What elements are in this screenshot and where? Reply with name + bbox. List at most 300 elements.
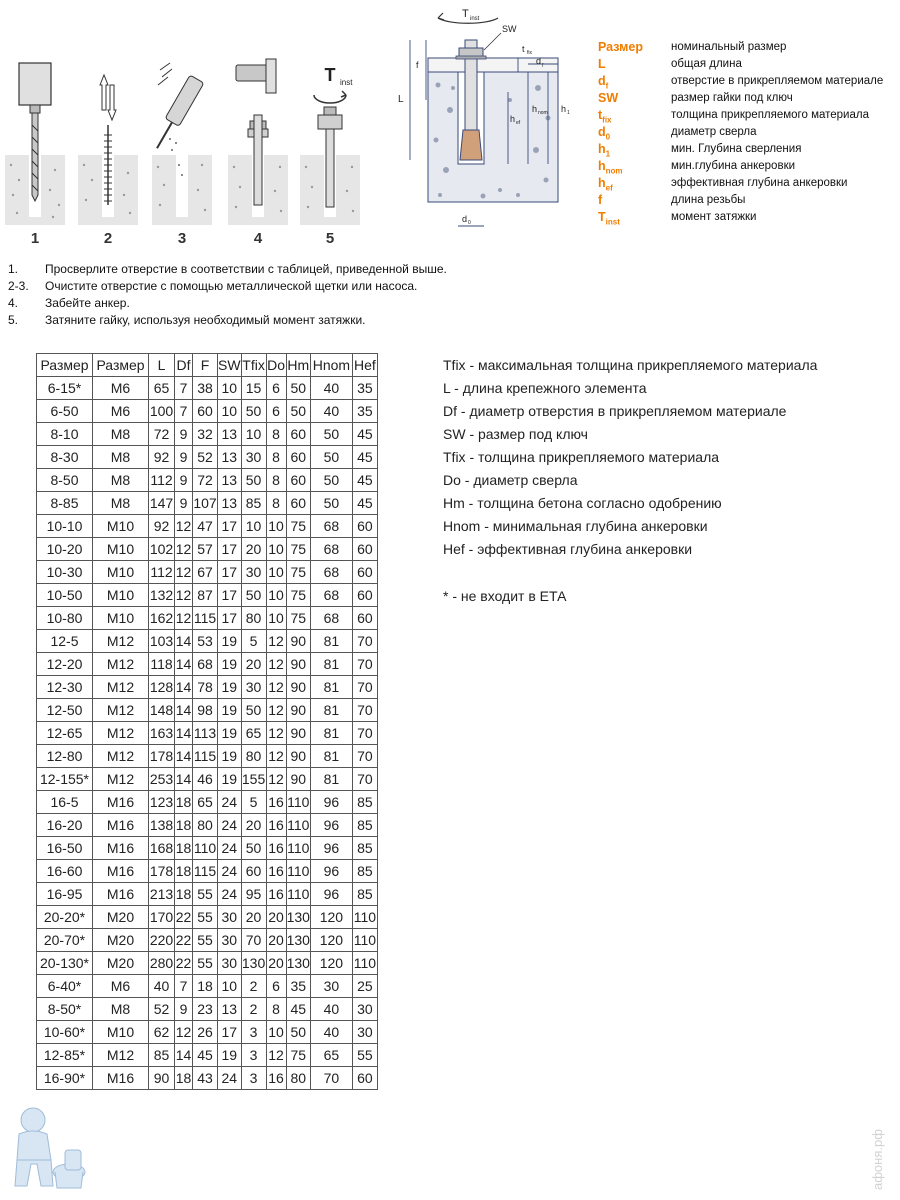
- table-row: [37, 492, 378, 515]
- table-cell: 170: [149, 906, 175, 929]
- table-cell: 13: [218, 998, 242, 1021]
- watermark-text: [868, 1090, 888, 1195]
- table-cell: 12: [175, 515, 193, 538]
- table-cell: 16-60: [37, 860, 93, 883]
- table-cell: 110: [286, 814, 310, 837]
- table-cell: 50: [310, 423, 352, 446]
- table-cell: 35: [352, 400, 377, 423]
- table-cell: 213: [149, 883, 175, 906]
- table-cell: 85: [241, 492, 266, 515]
- table-cell: 70: [352, 630, 377, 653]
- table-cell: 18: [175, 814, 193, 837]
- column-header: Hef: [352, 354, 377, 377]
- table-cell: M12: [93, 630, 149, 653]
- table-cell: 50: [310, 469, 352, 492]
- table-cell: 50: [241, 837, 266, 860]
- table-cell: 60: [286, 446, 310, 469]
- table-cell: M12: [93, 699, 149, 722]
- table-row: [37, 883, 378, 906]
- table-cell: 112: [149, 469, 175, 492]
- table-cell: M8: [93, 446, 149, 469]
- instruction-text: Просверлите отверстие в соответствии с таблицей, приведенной выше.: [45, 262, 447, 276]
- table-cell: 92: [149, 446, 175, 469]
- table-cell: 13: [218, 423, 242, 446]
- table-row: [37, 837, 378, 860]
- table-cell: 8-10: [37, 423, 93, 446]
- table-cell: 90: [286, 653, 310, 676]
- table-cell: 68: [310, 515, 352, 538]
- legend-row: [598, 74, 898, 91]
- table-cell: 10-30: [37, 561, 93, 584]
- table-cell: 8-30: [37, 446, 93, 469]
- table-cell: 78: [193, 676, 218, 699]
- diagram-h1-sub: 1: [567, 110, 570, 116]
- table-cell: 40: [310, 998, 352, 1021]
- table-cell: M12: [93, 745, 149, 768]
- table-cell: 85: [149, 1044, 175, 1067]
- table-cell: 45: [352, 423, 377, 446]
- instruction-item: [8, 279, 708, 296]
- anchor-spec-table: [36, 353, 378, 1090]
- table-cell: 85: [352, 837, 377, 860]
- abbreviation-item: Hef - эффективная глубина анкеровки: [443, 541, 693, 557]
- table-cell: 115: [193, 607, 218, 630]
- table-cell: 40: [310, 377, 352, 400]
- table-cell: M10: [93, 607, 149, 630]
- table-cell: 14: [175, 1044, 193, 1067]
- table-cell: 163: [149, 722, 175, 745]
- table-cell: 16-5: [37, 791, 93, 814]
- installation-steps: [0, 55, 370, 250]
- step-number: 3: [177, 230, 187, 247]
- step-2: [78, 55, 138, 250]
- instruction-text: Затяните гайку, используя необходимый момент затяжки.: [45, 313, 366, 327]
- table-cell: 20-130*: [37, 952, 93, 975]
- table-cell: 80: [241, 607, 266, 630]
- table-cell: 55: [352, 1044, 377, 1067]
- legend-symbol: SW: [598, 91, 619, 105]
- table-cell: 80: [241, 745, 266, 768]
- instruction-number: 1.: [8, 262, 19, 276]
- table-row: [37, 998, 378, 1021]
- table-cell: 10: [241, 515, 266, 538]
- table-cell: 110: [352, 929, 377, 952]
- table-cell: 60: [193, 400, 218, 423]
- table-row: [37, 400, 378, 423]
- table-row: [37, 584, 378, 607]
- table-cell: 8-50*: [37, 998, 93, 1021]
- instruction-text: Забейте анкер.: [45, 296, 130, 310]
- table-cell: 30: [352, 1021, 377, 1044]
- table-cell: 60: [352, 515, 377, 538]
- legend-row: [598, 108, 898, 125]
- table-cell: 13: [218, 469, 242, 492]
- table-cell: 70: [352, 676, 377, 699]
- table-cell: 85: [352, 791, 377, 814]
- diagram-f-label: f: [416, 60, 419, 70]
- abbreviation-item: Tfix - толщина прикрепляемого материала: [443, 449, 720, 465]
- table-cell: 68: [310, 584, 352, 607]
- table-cell: 80: [193, 814, 218, 837]
- table-cell: 30: [241, 446, 266, 469]
- legend-description: размер гайки под ключ: [671, 92, 793, 104]
- table-cell: 3: [241, 1044, 266, 1067]
- table-cell: 70: [352, 768, 377, 791]
- instruction-number: 4.: [8, 296, 19, 310]
- table-row: [37, 768, 378, 791]
- table-cell: 110: [286, 860, 310, 883]
- table-row: [37, 814, 378, 837]
- table-cell: 96: [310, 814, 352, 837]
- diagram-l-label: L: [398, 94, 404, 105]
- table-cell: 60: [352, 538, 377, 561]
- table-cell: 20-20*: [37, 906, 93, 929]
- table-row: [37, 1021, 378, 1044]
- table-cell: 65: [241, 722, 266, 745]
- table-header-row: [37, 354, 378, 377]
- diagram-d0-sub: 0: [468, 220, 471, 226]
- table-cell: 12-65: [37, 722, 93, 745]
- table-cell: 17: [218, 584, 242, 607]
- table-cell: 14: [175, 768, 193, 791]
- legend-description: номинальный размер: [671, 41, 787, 53]
- table-cell: 75: [286, 561, 310, 584]
- abbreviation-item: Df - диаметр отверстия в прикрепляемом материале: [443, 403, 787, 419]
- table-cell: 60: [352, 561, 377, 584]
- table-cell: 24: [218, 860, 242, 883]
- table-cell: 81: [310, 676, 352, 699]
- table-cell: 50: [241, 699, 266, 722]
- legend-row: [598, 40, 898, 57]
- diagram-d0-label: d: [462, 214, 468, 224]
- table-cell: 96: [310, 791, 352, 814]
- table-cell: 17: [218, 607, 242, 630]
- table-cell: 19: [218, 699, 242, 722]
- table-cell: 14: [175, 630, 193, 653]
- legend-description: общая длина: [671, 58, 742, 70]
- step-4: [228, 55, 288, 250]
- column-header: Tfix: [241, 354, 266, 377]
- table-cell: 19: [218, 722, 242, 745]
- legend-row: [598, 125, 898, 142]
- table-cell: 178: [149, 745, 175, 768]
- table-cell: 26: [193, 1021, 218, 1044]
- diagram-df-sub: f: [542, 63, 544, 69]
- table-cell: 113: [193, 722, 218, 745]
- legend-symbol: $d_0$: [598, 125, 611, 142]
- table-cell: 75: [286, 584, 310, 607]
- eta-footnote: * - не входит в ЕТА: [443, 588, 567, 604]
- table-row: [37, 952, 378, 975]
- table-cell: M10: [93, 584, 149, 607]
- table-cell: 30: [218, 952, 242, 975]
- table-row: [37, 1067, 378, 1090]
- table-cell: M10: [93, 515, 149, 538]
- table-cell: 30: [352, 998, 377, 1021]
- table-cell: 120: [310, 929, 352, 952]
- column-header: Размер: [93, 354, 149, 377]
- table-cell: 17: [218, 515, 242, 538]
- table-cell: 6: [266, 377, 286, 400]
- table-cell: 6-15*: [37, 377, 93, 400]
- table-cell: 20: [266, 952, 286, 975]
- table-cell: 100: [149, 400, 175, 423]
- table-cell: 14: [175, 676, 193, 699]
- table-cell: 110: [352, 906, 377, 929]
- abbreviation-item: Tfix - максимальная толщина прикрепляемого материала: [443, 357, 818, 373]
- step-1: [5, 55, 65, 250]
- table-cell: 10-10: [37, 515, 93, 538]
- table-cell: M12: [93, 722, 149, 745]
- instruction-item: [8, 296, 708, 313]
- table-cell: 60: [241, 860, 266, 883]
- table-cell: 130: [286, 952, 310, 975]
- table-cell: 81: [310, 768, 352, 791]
- table-cell: 45: [193, 1044, 218, 1067]
- table-cell: 18: [193, 975, 218, 998]
- table-cell: 8-85: [37, 492, 93, 515]
- step-number: 2: [103, 230, 113, 247]
- table-cell: M16: [93, 791, 149, 814]
- table-cell: 90: [286, 768, 310, 791]
- table-cell: 12: [266, 630, 286, 653]
- table-cell: 2: [241, 998, 266, 1021]
- table-cell: 72: [193, 469, 218, 492]
- step-3: [152, 55, 212, 250]
- table-cell: 75: [286, 607, 310, 630]
- table-cell: 18: [175, 860, 193, 883]
- table-cell: 90: [286, 699, 310, 722]
- table-cell: 68: [310, 561, 352, 584]
- column-header: L: [149, 354, 175, 377]
- table-cell: 19: [218, 1044, 242, 1067]
- table-cell: 155: [241, 768, 266, 791]
- table-cell: 12: [266, 722, 286, 745]
- table-cell: M8: [93, 492, 149, 515]
- table-cell: 2: [241, 975, 266, 998]
- table-cell: 81: [310, 745, 352, 768]
- table-cell: 50: [241, 584, 266, 607]
- instruction-number: 2-3.: [8, 279, 29, 293]
- legend-description: мин.глубина анкеровки: [671, 160, 796, 172]
- step-number: 5: [325, 230, 335, 247]
- table-cell: 112: [149, 561, 175, 584]
- table-cell: 18: [175, 1067, 193, 1090]
- table-cell: M16: [93, 860, 149, 883]
- table-cell: 220: [149, 929, 175, 952]
- table-cell: 12: [266, 745, 286, 768]
- table-cell: 45: [352, 492, 377, 515]
- table-cell: M8: [93, 423, 149, 446]
- table-cell: 20: [266, 906, 286, 929]
- table-row: [37, 676, 378, 699]
- instruction-item: [8, 313, 708, 330]
- table-cell: 115: [193, 745, 218, 768]
- table-cell: 16-90*: [37, 1067, 93, 1090]
- table-cell: 24: [218, 1067, 242, 1090]
- table-cell: 12: [266, 1044, 286, 1067]
- table-cell: 90: [286, 722, 310, 745]
- table-cell: 103: [149, 630, 175, 653]
- table-cell: 12: [175, 561, 193, 584]
- table-cell: 10: [266, 1021, 286, 1044]
- torque-icon: [300, 55, 360, 230]
- table-cell: 50: [286, 377, 310, 400]
- table-cell: 96: [310, 883, 352, 906]
- table-cell: M16: [93, 814, 149, 837]
- table-cell: M10: [93, 1021, 149, 1044]
- table-cell: 32: [193, 423, 218, 446]
- table-cell: 87: [193, 584, 218, 607]
- table-cell: 18: [175, 837, 193, 860]
- legend-symbol: L: [598, 57, 606, 71]
- table-cell: 20: [266, 929, 286, 952]
- table-cell: 20: [241, 653, 266, 676]
- table-cell: 12: [175, 538, 193, 561]
- step-number: 1: [30, 230, 40, 247]
- table-cell: 12-30: [37, 676, 93, 699]
- anchor-diagram: [398, 0, 598, 240]
- instruction-item: [8, 262, 708, 279]
- table-cell: 65: [310, 1044, 352, 1067]
- legend-symbol: $t_{fix}$: [598, 108, 612, 125]
- table-row: [37, 538, 378, 561]
- table-cell: 132: [149, 584, 175, 607]
- table-cell: 110: [193, 837, 218, 860]
- table-cell: 15: [241, 377, 266, 400]
- legend-row: [598, 210, 898, 227]
- table-cell: 10: [266, 515, 286, 538]
- diagram-tinst-sub: inst: [470, 16, 480, 22]
- table-cell: 85: [352, 814, 377, 837]
- table-cell: 55: [193, 929, 218, 952]
- table-cell: 16: [266, 814, 286, 837]
- table-cell: 24: [218, 791, 242, 814]
- table-cell: 8-50: [37, 469, 93, 492]
- table-cell: 110: [286, 837, 310, 860]
- abbreviation-item: Hnom - минимальная глубина анкеровки: [443, 518, 708, 534]
- table-cell: 10-50: [37, 584, 93, 607]
- table-cell: 14: [175, 699, 193, 722]
- table-cell: 19: [218, 676, 242, 699]
- table-cell: 96: [310, 860, 352, 883]
- table-cell: 12: [175, 1021, 193, 1044]
- table-cell: 47: [193, 515, 218, 538]
- table-cell: 70: [352, 699, 377, 722]
- table-cell: 8: [266, 446, 286, 469]
- clean-brush-icon: [78, 55, 138, 230]
- table-cell: 12: [266, 676, 286, 699]
- table-cell: 19: [218, 768, 242, 791]
- table-cell: 81: [310, 699, 352, 722]
- table-row: [37, 745, 378, 768]
- table-cell: 12: [175, 584, 193, 607]
- drill-icon: [5, 55, 65, 230]
- table-cell: 10-20: [37, 538, 93, 561]
- table-cell: 75: [286, 538, 310, 561]
- table-cell: 70: [352, 745, 377, 768]
- table-cell: 8: [266, 998, 286, 1021]
- table-cell: 16: [266, 883, 286, 906]
- legend-symbol: $h_{ef}$: [598, 176, 613, 193]
- table-cell: M6: [93, 400, 149, 423]
- table-row: [37, 630, 378, 653]
- table-cell: 12-155*: [37, 768, 93, 791]
- abbreviation-item: L - длина крепежного элемента: [443, 380, 647, 396]
- table-cell: M10: [93, 538, 149, 561]
- diagram-hnom-label: h: [532, 104, 538, 114]
- table-cell: 10: [266, 538, 286, 561]
- table-cell: 30: [241, 676, 266, 699]
- table-cell: 55: [193, 906, 218, 929]
- table-cell: 148: [149, 699, 175, 722]
- table-row: [37, 975, 378, 998]
- table-cell: 6-40*: [37, 975, 93, 998]
- table-cell: 178: [149, 860, 175, 883]
- table-cell: 12-50: [37, 699, 93, 722]
- legend-row: [598, 142, 898, 159]
- table-cell: 120: [310, 906, 352, 929]
- table-cell: 60: [286, 469, 310, 492]
- table-cell: 168: [149, 837, 175, 860]
- legend-symbol: f: [598, 193, 603, 207]
- diagram-tfix-label: t: [522, 44, 525, 54]
- table-cell: 147: [149, 492, 175, 515]
- table-cell: 60: [352, 607, 377, 630]
- table-cell: 102: [149, 538, 175, 561]
- legend-row: [598, 193, 898, 210]
- table-cell: 23: [193, 998, 218, 1021]
- table-cell: 52: [193, 446, 218, 469]
- table-cell: 5: [241, 791, 266, 814]
- table-cell: 130: [286, 906, 310, 929]
- table-row: [37, 722, 378, 745]
- table-cell: 138: [149, 814, 175, 837]
- step-number: 4: [253, 230, 263, 247]
- table-cell: M10: [93, 561, 149, 584]
- column-header: F: [193, 354, 218, 377]
- abbreviation-list: [443, 357, 893, 564]
- table-cell: 20: [241, 538, 266, 561]
- table-row: [37, 1044, 378, 1067]
- table-cell: 30: [310, 975, 352, 998]
- table-cell: 20: [241, 814, 266, 837]
- table-cell: 70: [352, 722, 377, 745]
- table-cell: 118: [149, 653, 175, 676]
- table-cell: 70: [241, 929, 266, 952]
- column-header: Размер: [37, 354, 93, 377]
- table-row: [37, 791, 378, 814]
- table-cell: 24: [218, 837, 242, 860]
- table-cell: 162: [149, 607, 175, 630]
- table-cell: 110: [286, 883, 310, 906]
- table-cell: 10: [241, 423, 266, 446]
- table-cell: 55: [193, 883, 218, 906]
- table-cell: 16: [266, 791, 286, 814]
- table-cell: 24: [218, 883, 242, 906]
- table-cell: M12: [93, 1044, 149, 1067]
- table-cell: 14: [175, 653, 193, 676]
- table-cell: 40: [149, 975, 175, 998]
- table-cell: 17: [218, 561, 242, 584]
- table-row: [37, 377, 378, 400]
- table-cell: M8: [93, 998, 149, 1021]
- legend-description: момент затяжки: [671, 211, 757, 223]
- table-cell: 10: [266, 584, 286, 607]
- table-cell: 12-80: [37, 745, 93, 768]
- table-cell: 68: [193, 653, 218, 676]
- legend-symbol: $T_{inst}$: [598, 210, 620, 227]
